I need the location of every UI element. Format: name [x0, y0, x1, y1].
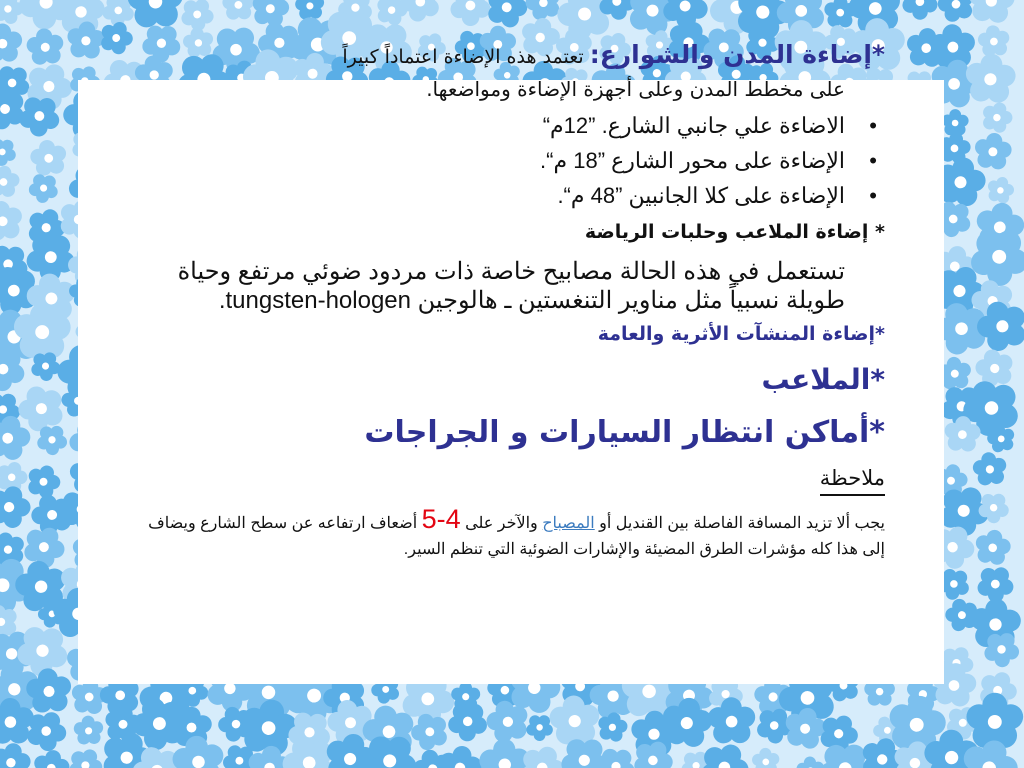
bullet-icon: • [869, 148, 877, 173]
list-item: • الإضاءة على كلا الجانبين ”48 م“. [140, 178, 885, 213]
stadiums-heading: *الملاعب [761, 363, 885, 396]
heritage-lighting-heading: *إضاءة المنشآت الأثرية والعامة [597, 323, 885, 345]
street-lighting-list [140, 108, 885, 213]
bullet-icon: • [869, 183, 877, 208]
bullet-icon: • [869, 113, 877, 138]
note-title: ملاحظة [820, 463, 885, 496]
sports-lighting-paragraph: تستعمل في هذه الحالة مصابيح خاصة ذات مردود ضوئي مرتفع وحياة طويلة نسبياً مثل مناوير التنغستين ـ هالوجين tungsten-hologen. [177, 258, 845, 314]
note-text: يجب ألا تزيد المسافة الفاصلة بين القنديل أو المصباح والآخر على 4-5 أضعاف ارتفاعه عن سطح الشارع ويضاف إلى هذا كله مؤشرات الطرق المضيئة والإشارات الضوئية التي تنظم السير. [148, 504, 885, 558]
city-lighting-line [140, 38, 885, 74]
parking-heading: *أماكن انتظار السيارات و الجراجات [364, 415, 885, 450]
sports-lighting-heading: * إضاءة الملاعب وحلبات الرياضة [584, 221, 885, 243]
lamp-link[interactable]: المصباح [542, 515, 595, 532]
slide-content [140, 38, 885, 698]
city-lighting-continuation: على مخطط المدن وعلى أجهزة الإضاءة ومواضعها. [426, 77, 845, 101]
ratio-number: 4-5 [421, 504, 461, 534]
list-item: • الاضاءة علي جانبي الشارع. ”12م“ [140, 108, 885, 143]
note-title-wrap [140, 461, 885, 496]
city-lighting-heading: *إضاءة المدن والشوارع: [589, 40, 885, 69]
list-item: • الإضاءة على محور الشارع ”18 م“. [140, 143, 885, 178]
city-lighting-lead: تعتمد هذه الإضاءة اعتماداً كبيراً [342, 46, 590, 68]
